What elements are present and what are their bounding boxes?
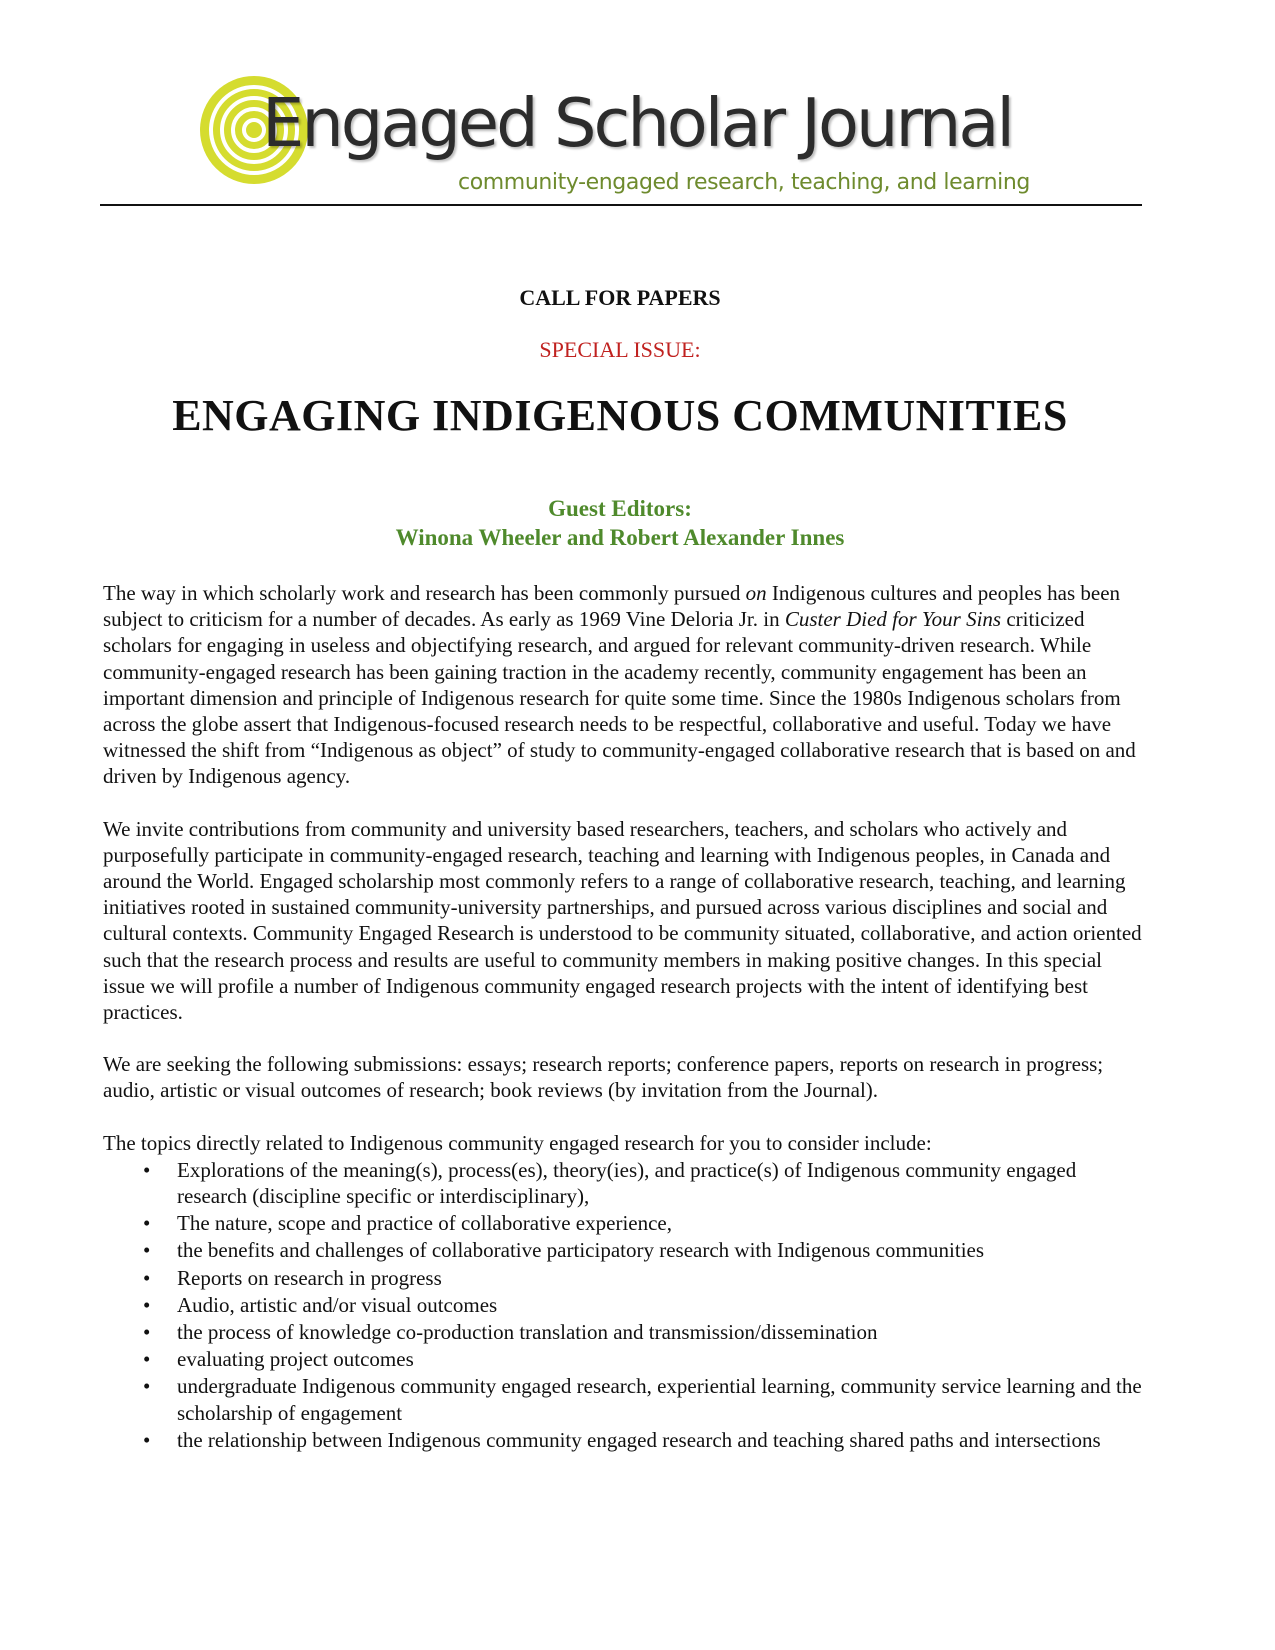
list-item: • the relationship between Indigenous community engaged research and teaching shared paths and intersections xyxy=(103,1427,1148,1453)
guest-editors-names: Winona Wheeler and Robert Alexander Innes xyxy=(395,525,845,550)
list-item: • the process of knowledge co-production translation and transmission/dissemination xyxy=(103,1319,1148,1345)
list-item: • the benefits and challenges of collaborative participatory research with Indigenous communities xyxy=(103,1237,1148,1263)
submissions-paragraph: We are seeking the following submissions: essays; research reports; conference papers, reports on research in progress; audio, artistic or visual outcomes of research; book reviews (by invitation from the Journal). xyxy=(103,1052,1104,1103)
paragraph-text: The way in which scholarly work and research has been commonly pursued xyxy=(103,581,746,605)
list-item: • The nature, scope and practice of collaborative experience, xyxy=(103,1210,1148,1236)
list-item: • Explorations of the meaning(s), process(es), theory(ies), and practice(s) of Indigenous community engaged research (discipline specific or interdisciplinary), xyxy=(103,1157,1148,1209)
journal-header xyxy=(100,68,1142,208)
intro-paragraph xyxy=(103,580,1148,790)
list-item: • Reports on research in progress xyxy=(103,1265,1148,1291)
list-item: • undergraduate Indigenous community engaged research, experiential learning, community service learning and the scholarship of engagement xyxy=(103,1373,1148,1425)
list-item: • Audio, artistic and/or visual outcomes xyxy=(103,1292,1148,1318)
emphasis-text: on xyxy=(745,581,767,605)
invitation-paragraph: We invite contributions from community and university based researchers, teachers, and scholars who actively and purposefully participate in community-engaged research, teaching and learning with Indigenous peoples, in Canada and around the World. Engaged scholarship most commonly refers to a range of collaborative research, teaching, and learning initiatives rooted in sustained community-university partnerships, and pursued across various disciplines and social and cultural contexts. Community Engaged Research is understood to be community situated, collaborative, and action oriented such that the research process and results are useful to community members in making positive changes. In this special issue we will profile a number of Indigenous community engaged research projects with the intent of identifying best practices. xyxy=(103,816,1142,1025)
special-issue-title: ENGAGING INDIGENOUS COMMUNITIES xyxy=(172,391,1068,440)
journal-logo-text: Engaged Scholar Journal xyxy=(262,84,1013,162)
special-issue-label: SPECIAL ISSUE: xyxy=(539,337,701,362)
paragraph-text: criticized scholars for engaging in useless and objectifying research, and argued for relevant community-driven research. While community-engaged research has been gaining traction in the academy recently, community engagement has been an important dimension and principle of Indigenous research for quite some time. Since the 1980s Indigenous scholars from across the globe assert that Indigenous-focused research needs to be respectful, collaborative and useful. Today we have witnessed the shift from “Indigenous as object” of study to community-engaged collaborative research that is based on and driven by Indigenous agency. xyxy=(103,607,1136,789)
topics-list xyxy=(103,1157,1148,1453)
call-for-papers-heading: CALL FOR PAPERS xyxy=(519,285,721,310)
list-item: • evaluating project outcomes xyxy=(103,1346,1148,1372)
header-divider xyxy=(100,204,1142,206)
topics-intro: The topics directly related to Indigenous community engaged research for you to consider include: xyxy=(103,1130,932,1155)
journal-tagline: community-engaged research, teaching, and learning xyxy=(458,170,1030,195)
paragraph-text: Indigenous cultures and peoples has been subject to criticism for a number of decades. As early as 1969 Vine Deloria Jr. in xyxy=(103,581,1121,632)
guest-editors-heading: Guest Editors: xyxy=(548,496,692,521)
call-body xyxy=(103,580,1148,1453)
book-title: Custer Died for Your Sins xyxy=(784,607,1002,632)
